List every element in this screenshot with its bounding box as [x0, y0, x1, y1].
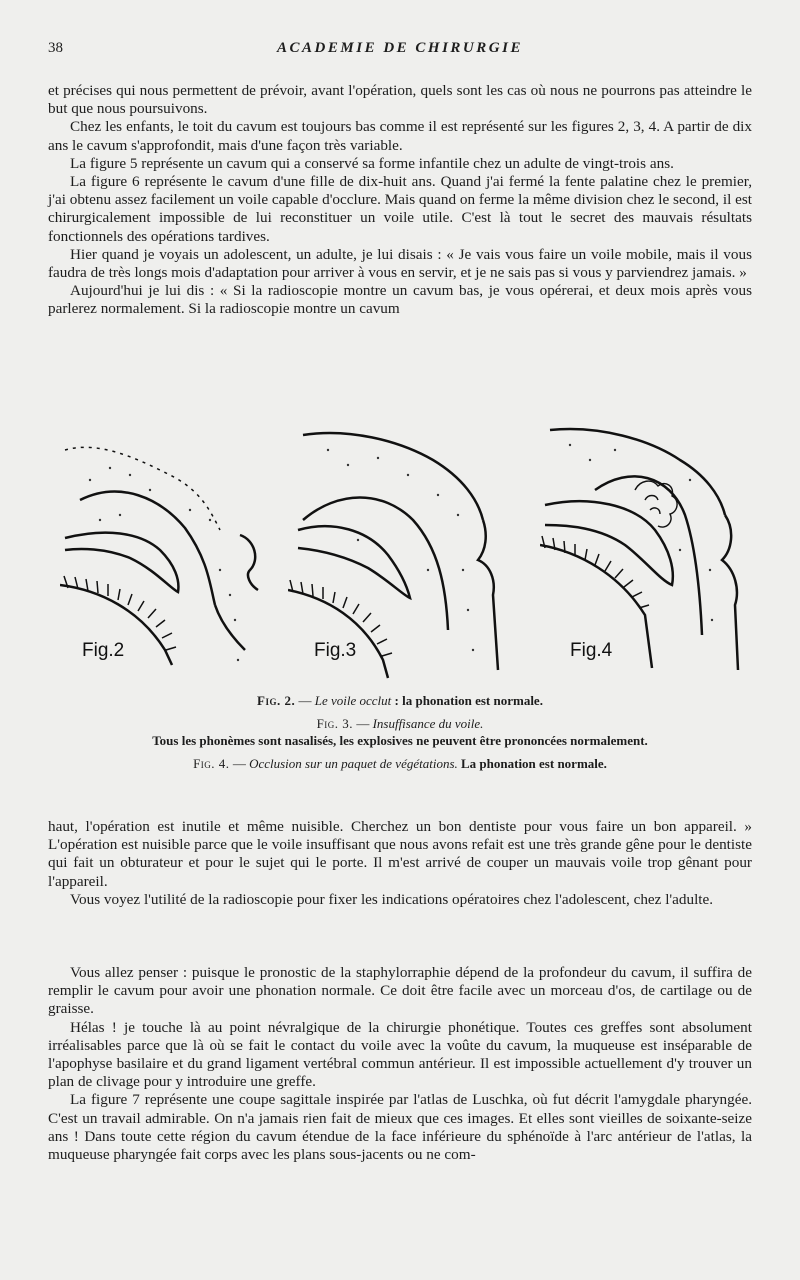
page-number: 38 [48, 40, 63, 56]
caption-fig2 [48, 692, 752, 709]
caption-number: Fig. 4. [193, 756, 230, 771]
caption-fig3 [48, 715, 752, 749]
paragraph: La figure 7 représente une coupe sagittale inspirée par l'atlas de Luschka, où fut décrit l'amygdale pharyngée. C'est un travail admirable. On n'a jamais rien fait de mieux que ces images. Et elles sont vieilles de soixante-seize ans ! Dans toute cette région du cavum étendue de la face inférieure du sphénoïde à l'arc antérieur de l'atlas, la muqueuse pharyngée fait corps avec les plans sous-jacents ou ne com- [48, 1091, 752, 1164]
figure-label: Fig.4 [570, 640, 613, 661]
paragraph: et précises qui nous permettent de prévoir, avant l'opération, quels sont les cas où nous ne pourrons pas atteindre le but que nous poursuivons. [48, 82, 752, 118]
caption-dash: — [353, 716, 373, 731]
paragraph: haut, l'opération est inutile et même nuisible. Cherchez un bon dentiste pour vous faire un bon appareil. » L'opération est nuisible parce que le voile insuffisant que nous avons refait est une très grande gêne pour le dentiste qui fait un obturateur et pour le sujet qui le porte. Il m'est arrivé de couper un mauvais voile trop gênant pour l'appareil. [48, 818, 752, 890]
caption-title: Insuffisance du voile. [372, 716, 484, 731]
caption-text: Tous les phonèmes sont nasalisés, les explosives ne peuvent être prononcées normalement. [152, 733, 648, 748]
page-header [48, 40, 752, 64]
paragraph: Vous voyez l'utilité de la radioscopie pour fixer les indications opératoires chez l'adolescent, chez l'adulte. [70, 890, 714, 908]
body-text-top [48, 82, 752, 319]
figure-3-drawing [288, 420, 518, 688]
caption-text: La phonation est normale. [457, 756, 607, 771]
figure-label: Fig.2 [82, 640, 125, 661]
caption-fig4 [48, 755, 752, 772]
body-text-middle [48, 818, 752, 909]
caption-title: Occlusion sur un paquet de végétations. [249, 756, 458, 771]
figure-label: Fig.3 [314, 640, 357, 661]
running-title: ACADEMIE DE CHIRURGIE [277, 40, 523, 56]
caption-title: Le voile occlut [314, 693, 392, 708]
paragraph: Hélas ! je touche là au point névralgique de la chirurgie phonétique. Toutes ces greffes sont absolument irréalisables parce que là où se fait le contact du voile avec la voûte du cavum, la muqueuse est inséparable de l'apophyse basilaire et du grand ligament vertébral commun antérieur. Il est impossible actuellement d'y trouver un plan de clivage pour y introduire une greffe. [48, 1018, 752, 1091]
caption-number: Fig. 2. [257, 693, 296, 708]
paragraph: Vous allez penser : puisque le pronostic de la staphylorraphie dépend de la profondeur du cavum, il suffira de remplir le cavum pour avoir une phonation normale. Ce doit être facile avec un morceau d'os, de cartilage ou de graisse. [48, 964, 752, 1018]
caption-dash: — [295, 693, 315, 708]
figure-2-drawing [60, 420, 270, 688]
caption-text: : la phonation est normale. [391, 693, 543, 708]
figure-captions [48, 692, 752, 778]
paragraph: Chez les enfants, le toit du cavum est toujours bas comme il est représenté sur les figures 2, 3, 4. A partir de dix ans le cavum s'approfondit, mais d'une façon très variable. [48, 118, 752, 154]
body-text-bottom [48, 964, 752, 1164]
paragraph: Aujourd'hui je lui dis : « Si la radioscopie montre un cavum bas, je vous opérerai, et deux mois après vous parlerez normalement. Si la radioscopie montre un cavum [48, 282, 752, 318]
caption-number: Fig. 3. [316, 716, 354, 731]
paragraph: La figure 5 représente un cavum qui a conservé sa forme infantile chez un adulte de vingt-trois ans. [70, 154, 674, 172]
caption-dash: — [229, 756, 250, 771]
paragraph: La figure 6 représente le cavum d'une fille de dix-huit ans. Quand j'ai fermé la fente palatine chez le premier, j'ai obtenu assez facilement un voile capable d'occlure. Mais quand on ferme la même division chez le second, il est chirurgicalement impossible de lui reconstituer un voile utile. C'est là tout le secret des mauvais résultats fonctionnels des opérations tardives. [48, 173, 752, 245]
paragraph: Hier quand je voyais un adolescent, un adulte, je lui disais : « Je vais vous faire un voile mobile, mais il vous faudra de très longs mois d'adaptation pour arriver à vous en servir, et je ne sais pas si vous y parviendrez jamais. » [48, 245, 752, 282]
figure-row [60, 420, 740, 688]
figure-4-drawing [540, 420, 740, 688]
